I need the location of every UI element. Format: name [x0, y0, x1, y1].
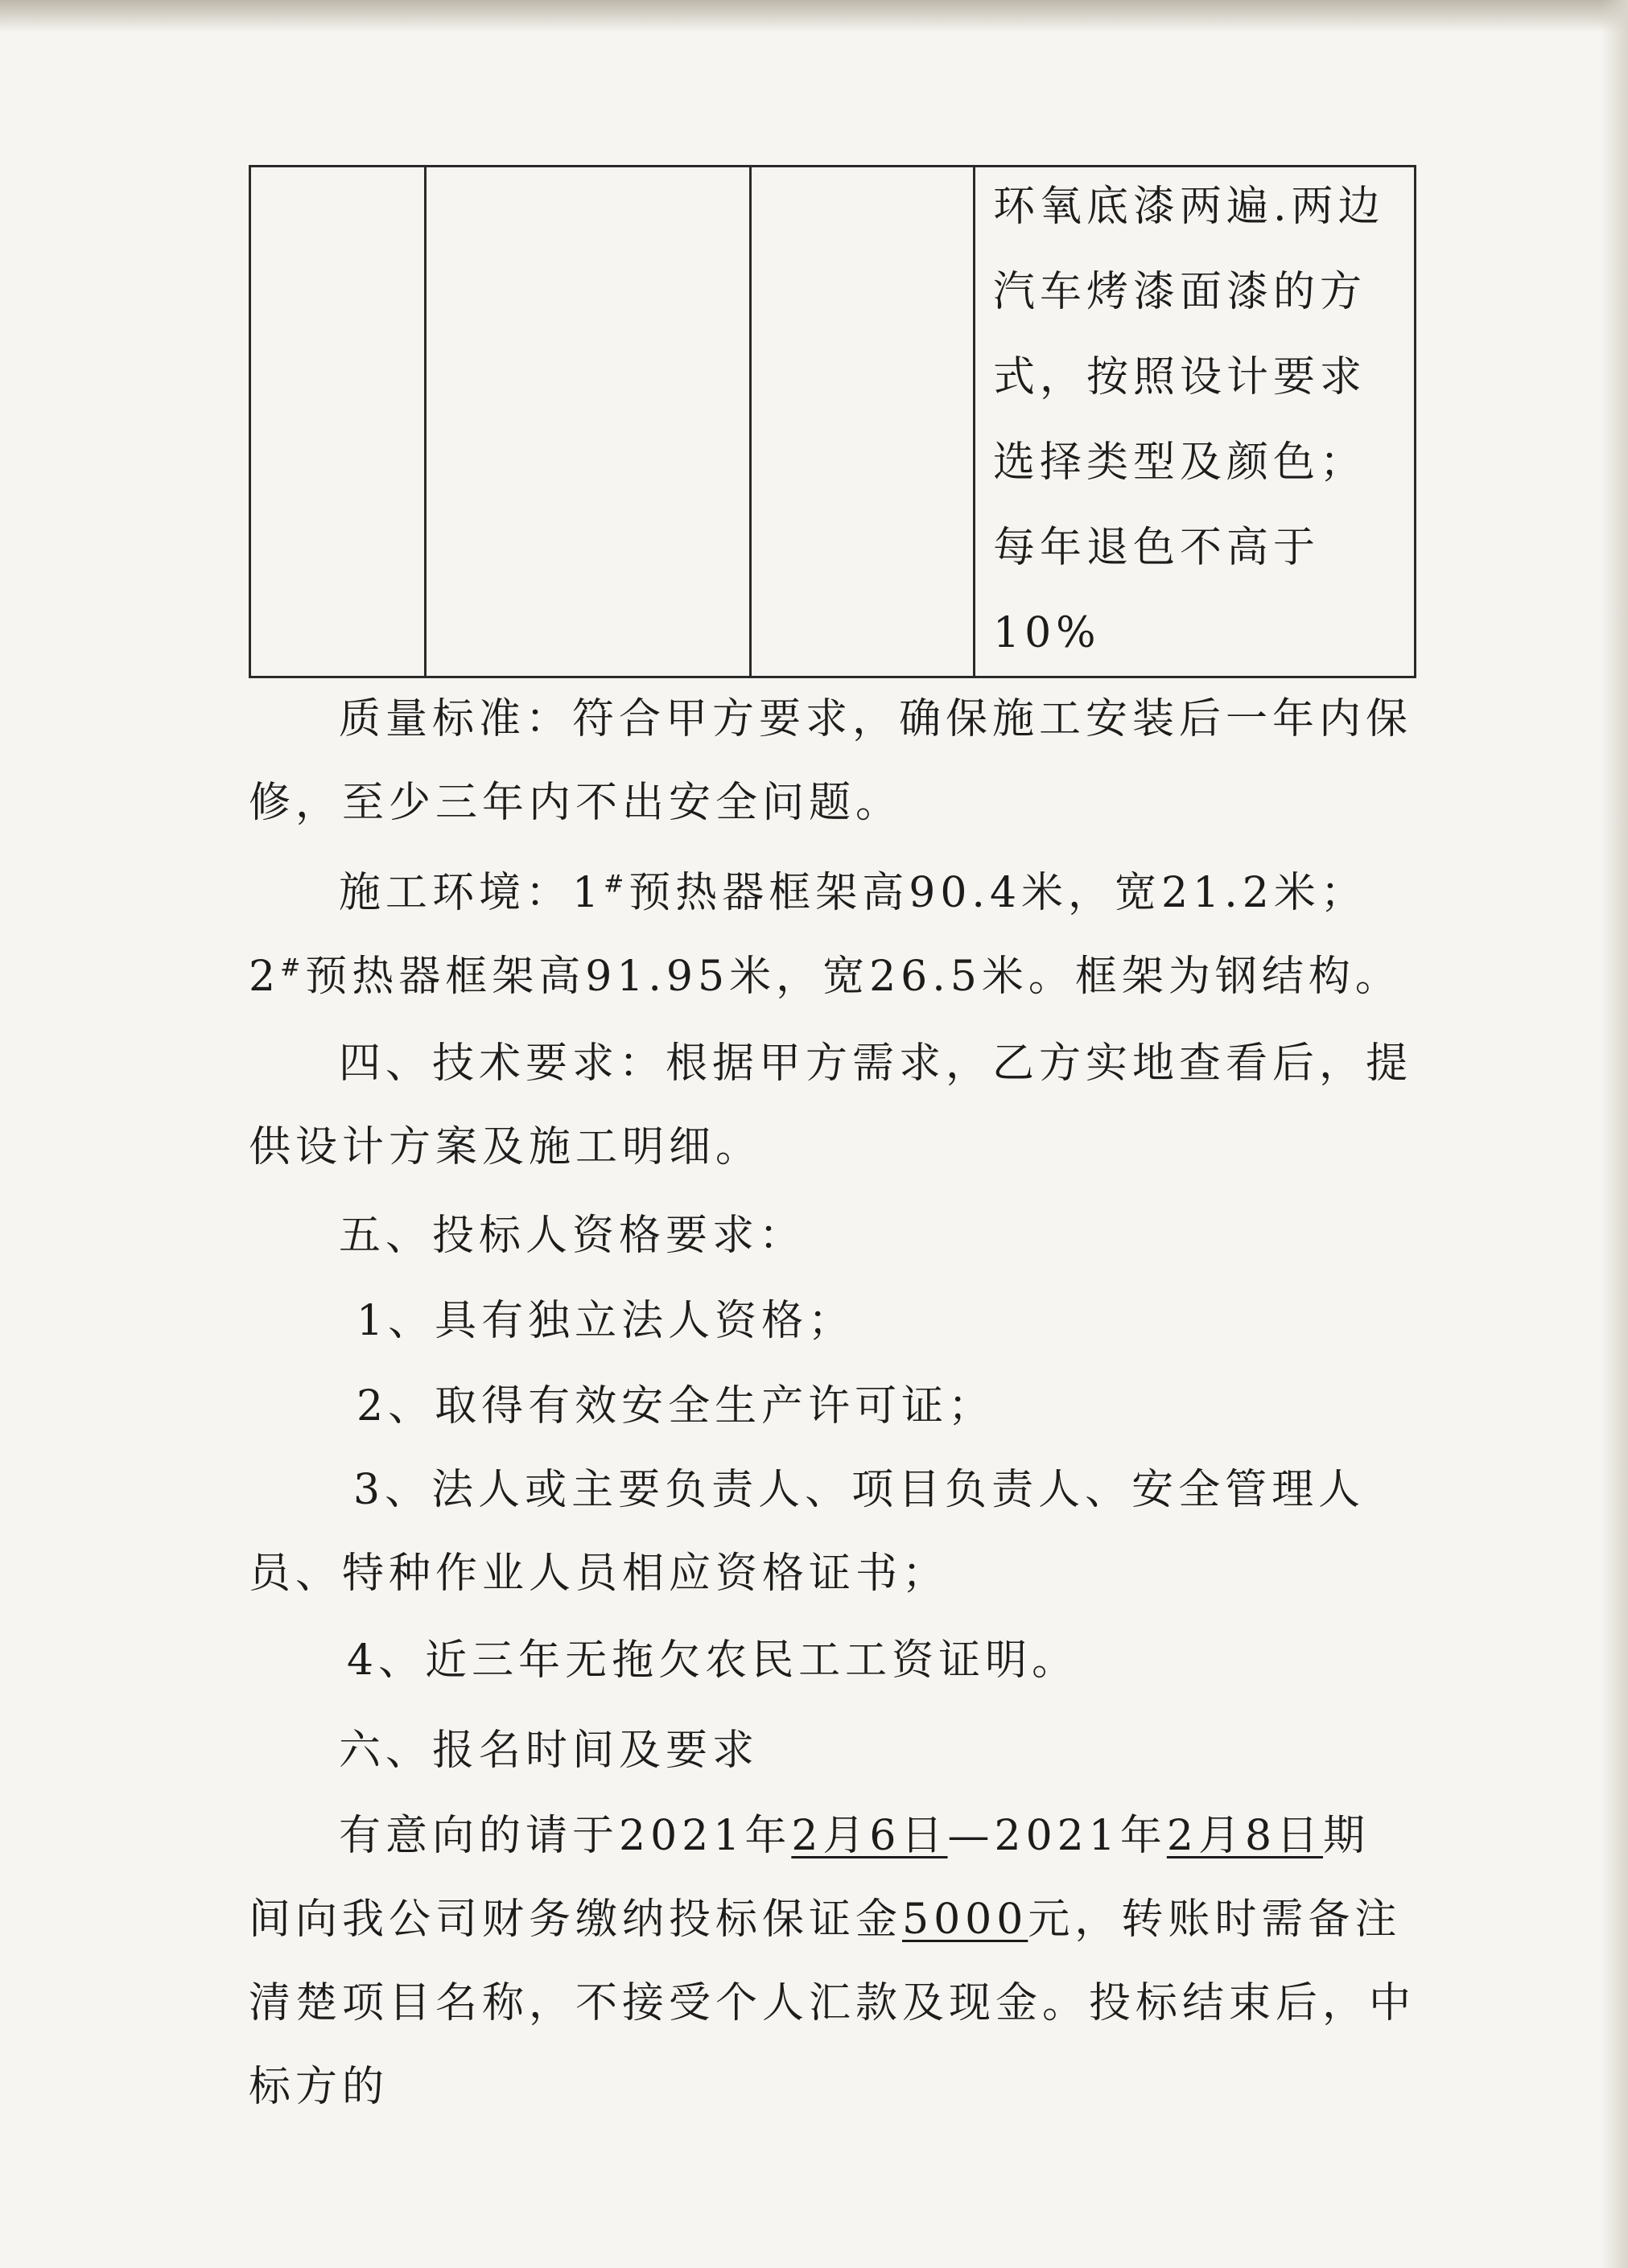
- spec-table: [249, 165, 1416, 678]
- preheater-2-mark: #: [280, 953, 306, 982]
- environment-text-1: 1: [572, 869, 604, 917]
- registration-end-date: 2月8日: [1166, 1812, 1324, 1860]
- scan-top-shadow: [0, 0, 1628, 32]
- registration-text-4: 元，转账时需备注清楚项目名称，不接受个人汇款及现金。投标结束后，中标方的: [249, 1895, 1416, 2111]
- environment-paragraph: [249, 851, 1416, 1019]
- spec-text: 环氧底漆两遍.两边汽车烤漆面漆的方式，按照设计要求选择类型及颜色；每年退色不高于10%: [993, 183, 1385, 657]
- environment-text-2: 预热器框架高90.4米，宽21.2米；2: [249, 869, 1367, 1001]
- scan-right-edge: [1601, 0, 1628, 2268]
- quality-paragraph: [249, 677, 1416, 845]
- qualification-item-3: 3、法人或主要负责人、项目负责人、安全管理人员、特种作业人员相应资格证书；: [249, 1466, 1366, 1598]
- deposit-amount: 5000: [902, 1895, 1028, 1944]
- registration-text-2: —2021年: [947, 1812, 1167, 1860]
- quality-label: 质量标准：: [339, 695, 573, 743]
- quality-text: 符合甲方要求，确保施工安装后一年内保修，至少三年内不出安全问题。: [249, 695, 1413, 827]
- qualification-heading: 五、投标人资格要求：: [339, 1212, 806, 1260]
- tech-requirements-paragraph: 四、技术要求：根据甲方需求，乙方实地查看后，提供设计方案及施工明细。: [249, 1039, 1413, 1171]
- table-row: [250, 167, 1416, 677]
- table-cell-spec: [975, 167, 1416, 677]
- registration-paragraph: [249, 1794, 1416, 2129]
- table-cell-empty-3: [751, 167, 975, 677]
- registration-text-3: 期间向我公司财务缴纳投标保证金: [249, 1812, 1370, 1944]
- environment-text-3: 预热器框架高91.95米，宽26.5米。框架为钢结构。: [305, 953, 1402, 1001]
- environment-label: 施工环境：: [339, 869, 573, 917]
- registration-text-1: 有意向的请于2021年: [339, 1812, 792, 1860]
- qualification-item-4: 4、近三年无拖欠农民工工资证明。: [347, 1636, 1079, 1685]
- registration-heading: 六、报名时间及要求: [339, 1727, 760, 1775]
- qualification-item-2: 2、取得有效安全生产许可证；: [357, 1382, 995, 1430]
- registration-start-date: 2月6日: [791, 1812, 948, 1860]
- qualification-item-1: 1、具有独立法人资格；: [357, 1297, 855, 1345]
- preheater-1-mark: #: [604, 870, 629, 899]
- table-cell-empty-2: [426, 167, 751, 677]
- table-cell-empty-1: [250, 167, 426, 677]
